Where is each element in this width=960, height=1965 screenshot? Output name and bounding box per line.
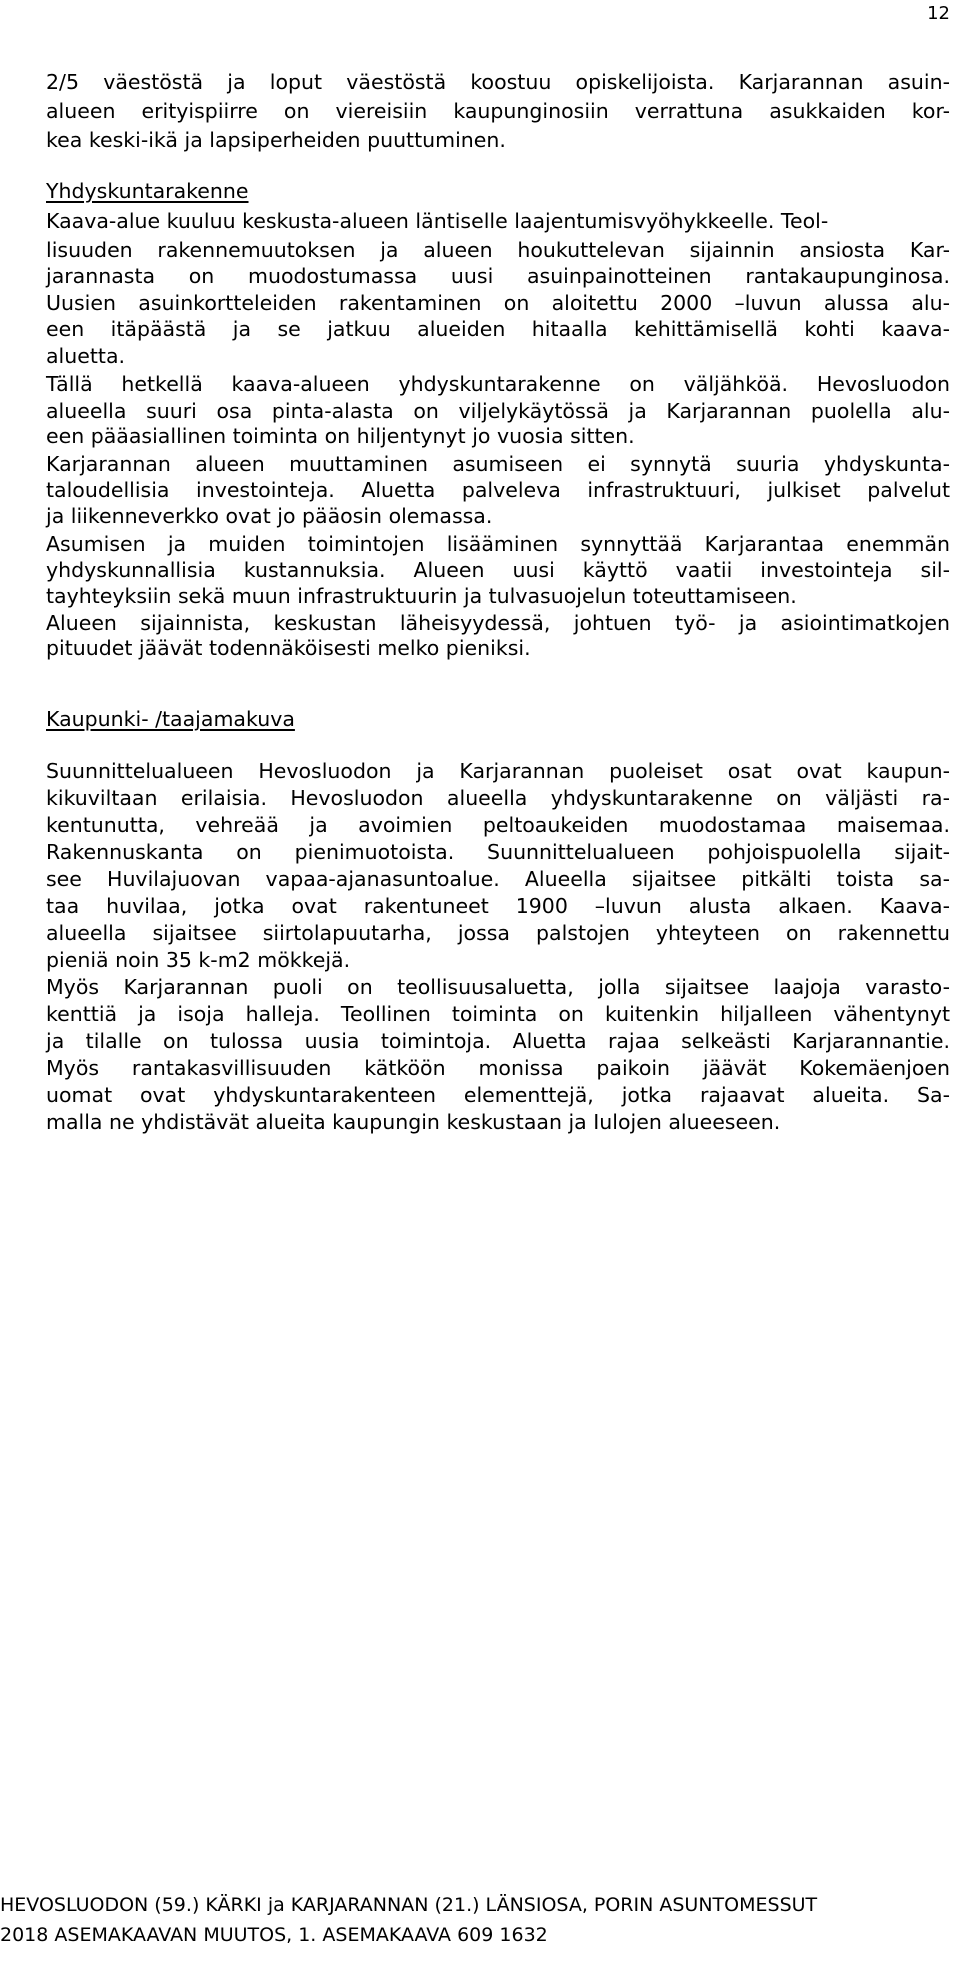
text-line: ja liikenneverkko ovat jo pääosin olemassa. (46, 504, 493, 528)
text-line: yhdyskunnallisia kustannuksia. Alueen uusi käyttö vaatii investointeja sil- (46, 558, 950, 582)
text-line: Myös Karjarannan puoli on teollisuusaluetta, jolla sijaitsee laajoja varasto- (46, 975, 950, 999)
section-heading: Yhdyskuntarakenne (46, 179, 249, 203)
text-line: alueella suuri osa pinta-alasta on viljelykäytössä ja Karjarannan puolella alu- (46, 399, 950, 423)
text-line: kea keski-ikä ja lapsiperheiden puuttuminen. (46, 128, 506, 152)
text-line: Rakennuskanta on pienimuotoista. Suunnittelualueen pohjoispuolella sijait- (46, 840, 950, 864)
text-line: malla ne yhdistävät alueita kaupungin keskustaan ja Iulojen alueeseen. (46, 1110, 781, 1134)
text-line: Karjarannan alueen muuttaminen asumiseen ei synnytä suuria yhdyskunta- (46, 452, 950, 476)
text-line: Asumisen ja muiden toimintojen lisääminen synnyttää Karjarantaa enemmän (46, 532, 950, 556)
text-line: ja tilalle on tulossa uusia toimintoja. Aluetta rajaa selkeästi Karjarannantie. (46, 1029, 950, 1053)
text-line: uomat ovat yhdyskuntarakenteen elementtejä, jotka rajaavat alueita. Sa- (46, 1083, 950, 1107)
footer-line: 2018 ASEMAKAAVAN MUUTOS, 1. ASEMAKAAVA 609 1632 (0, 1924, 548, 1946)
text-line: pituudet jäävät todennäköisesti melko pieniksi. (46, 636, 531, 660)
text-line: alueella sijaitsee siirtolapuutarha, jossa palstojen yhteyteen on rakennettu (46, 921, 950, 945)
text-line: kentunutta, vehreää ja avoimien peltoaukeiden muodostamaa maisemaa. (46, 813, 950, 837)
text-line: Myös rantakasvillisuuden kätköön monissa paikoin jäävät Kokemäenjoen (46, 1056, 950, 1080)
footer-line: HEVOSLUODON (59.) KÄRKI ja KARJARANNAN (21.) LÄNSIOSA, PORIN ASUNTOMESSUT (0, 1894, 818, 1916)
text-line: alueen erityispiirre on viereisiin kaupunginosiin verrattuna asukkaiden kor- (46, 99, 950, 123)
text-line: een pääasiallinen toiminta on hiljentynyt jo vuosia sitten. (46, 424, 635, 448)
text-line: een itäpäästä ja se jatkuu alueiden hitaalla kehittämisellä kohti kaava- (46, 317, 950, 341)
text-line: kenttiä ja isoja halleja. Teollinen toiminta on kuitenkin hiljalleen vähentynyt (46, 1002, 950, 1026)
text-line: Suunnittelualueen Hevosluodon ja Karjarannan puoleiset osat ovat kaupun- (46, 759, 950, 783)
text-line: aluetta. (46, 344, 126, 368)
text-line: tayhteyksiin sekä muun infrastruktuurin ja tulvasuojelun toteuttamiseen. (46, 584, 797, 608)
text-line: Uusien asuinkortteleiden rakentaminen on aloitettu 2000 –luvun alussa alu- (46, 291, 950, 315)
text-line: Tällä hetkellä kaava-alueen yhdyskuntarakenne on väljähköä. Hevosluodon (46, 372, 950, 396)
text-line: pieniä noin 35 k-m2 mökkejä. (46, 948, 351, 972)
page-number: 12 (927, 3, 950, 24)
text-line: lisuuden rakennemuutoksen ja alueen houkuttelevan sijainnin ansiosta Kar- (46, 238, 950, 262)
text-line: Alueen sijainnista, keskustan läheisyydessä, johtuen työ- ja asiointimatkojen (46, 611, 950, 635)
section-heading: Kaupunki- /taajamakuva (46, 707, 295, 731)
text-line: Kaava-alue kuuluu keskusta-alueen läntiselle laajentumisvyöhykkeelle. Teol- (46, 209, 829, 233)
text-line: taloudellisia investointeja. Aluetta palveleva infrastruktuuri, julkiset palvelut (46, 478, 950, 502)
text-line: jarannasta on muodostumassa uusi asuinpainotteinen rantakaupunginosa. (46, 264, 950, 288)
text-line: 2/5 väestöstä ja loput väestöstä koostuu opiskelijoista. Karjarannan asuin- (46, 70, 950, 94)
text-line: taa huvilaa, jotka ovat rakentuneet 1900 –luvun alusta alkaen. Kaava- (46, 894, 950, 918)
text-line: see Huvilajuovan vapaa-ajanasuntoalue. Alueella sijaitsee pitkälti toista sa- (46, 867, 950, 891)
text-line: kikuviltaan erilaisia. Hevosluodon alueella yhdyskuntarakenne on väljästi ra- (46, 786, 950, 810)
